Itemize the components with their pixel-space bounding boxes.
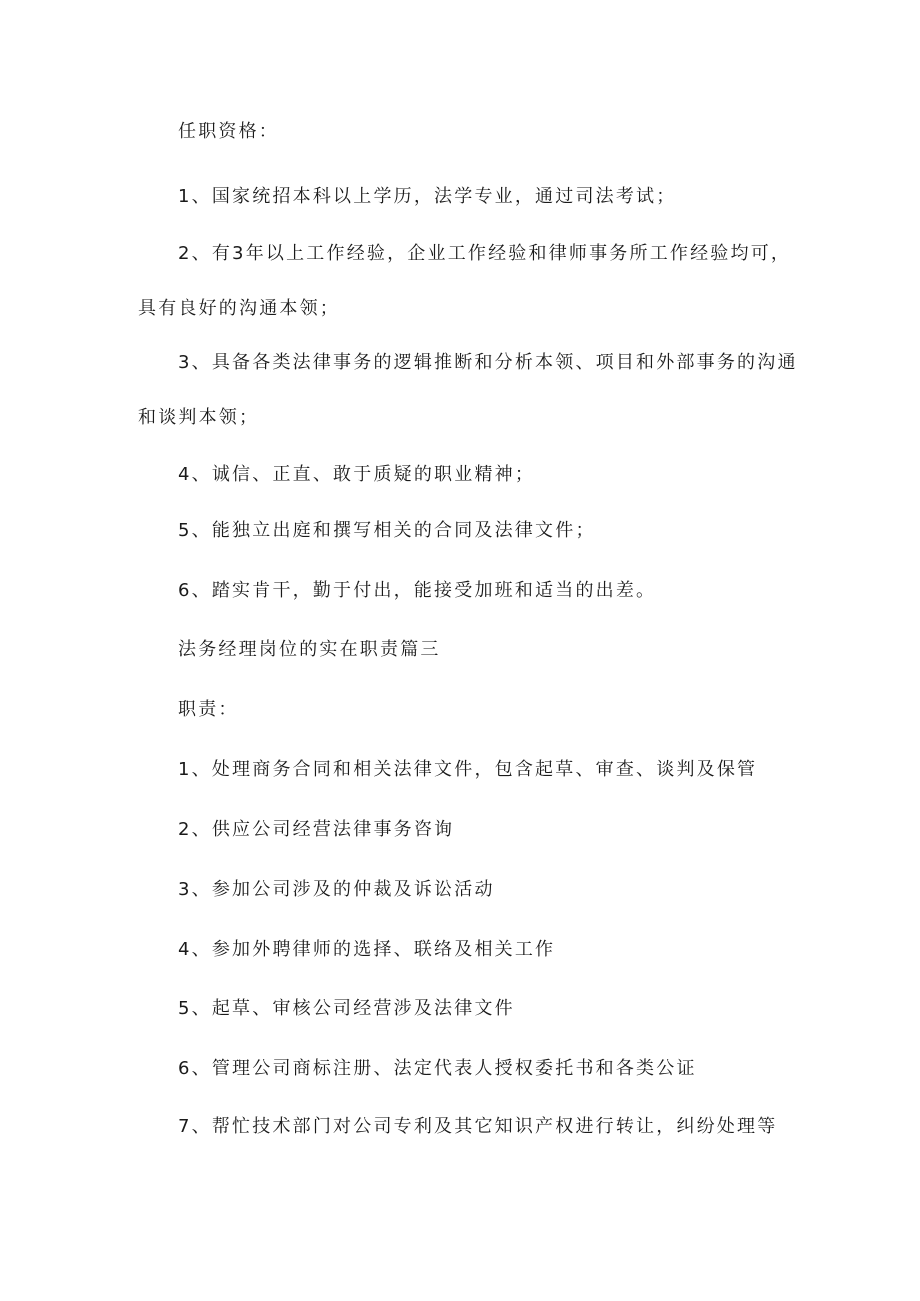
- qualification-item-1: 1、国家统招本科以上学历，法学专业，通过司法考试；: [178, 186, 677, 207]
- qualification-item-3: 3、具备各类法律事务的逻辑推断和分析本领、项目和外部事务的沟通和谈判本领；: [138, 352, 798, 428]
- section-title: 法务经理岗位的实在职责篇三: [178, 639, 441, 660]
- duty-item-1: 1、处理商务合同和相关法律文件，包含起草、审查、谈判及保管: [178, 759, 758, 780]
- qualifications-heading: 任职资格：: [178, 121, 279, 142]
- qualification-item-6: 6、踏实肯干，勤于付出，能接受加班和适当的出差。: [178, 580, 657, 601]
- duties-heading: 职责：: [178, 699, 239, 720]
- duty-item-7: 7、帮忙技术部门对公司专利及其它知识产权进行转让，纠纷处理等: [178, 1116, 778, 1137]
- duty-item-5: 5、起草、审核公司经营涉及法律文件: [178, 998, 515, 1019]
- duty-item-3: 3、参加公司涉及的仲裁及诉讼活动: [178, 879, 495, 900]
- duty-item-6: 6、管理公司商标注册、法定代表人授权委托书和各类公证: [178, 1058, 697, 1079]
- qualification-item-5: 5、能独立出庭和撰写相关的合同及法律文件；: [178, 520, 596, 541]
- duty-item-2: 2、供应公司经营法律事务咨询: [178, 819, 455, 840]
- qualification-item-2: 2、有3年以上工作经验，企业工作经验和律师事务所工作经验均可，具有良好的沟通本领；: [138, 243, 792, 319]
- duty-item-4: 4、参加外聘律师的选择、联络及相关工作: [178, 939, 556, 960]
- qualification-item-4: 4、诚信、正直、敢于质疑的职业精神；: [178, 464, 536, 485]
